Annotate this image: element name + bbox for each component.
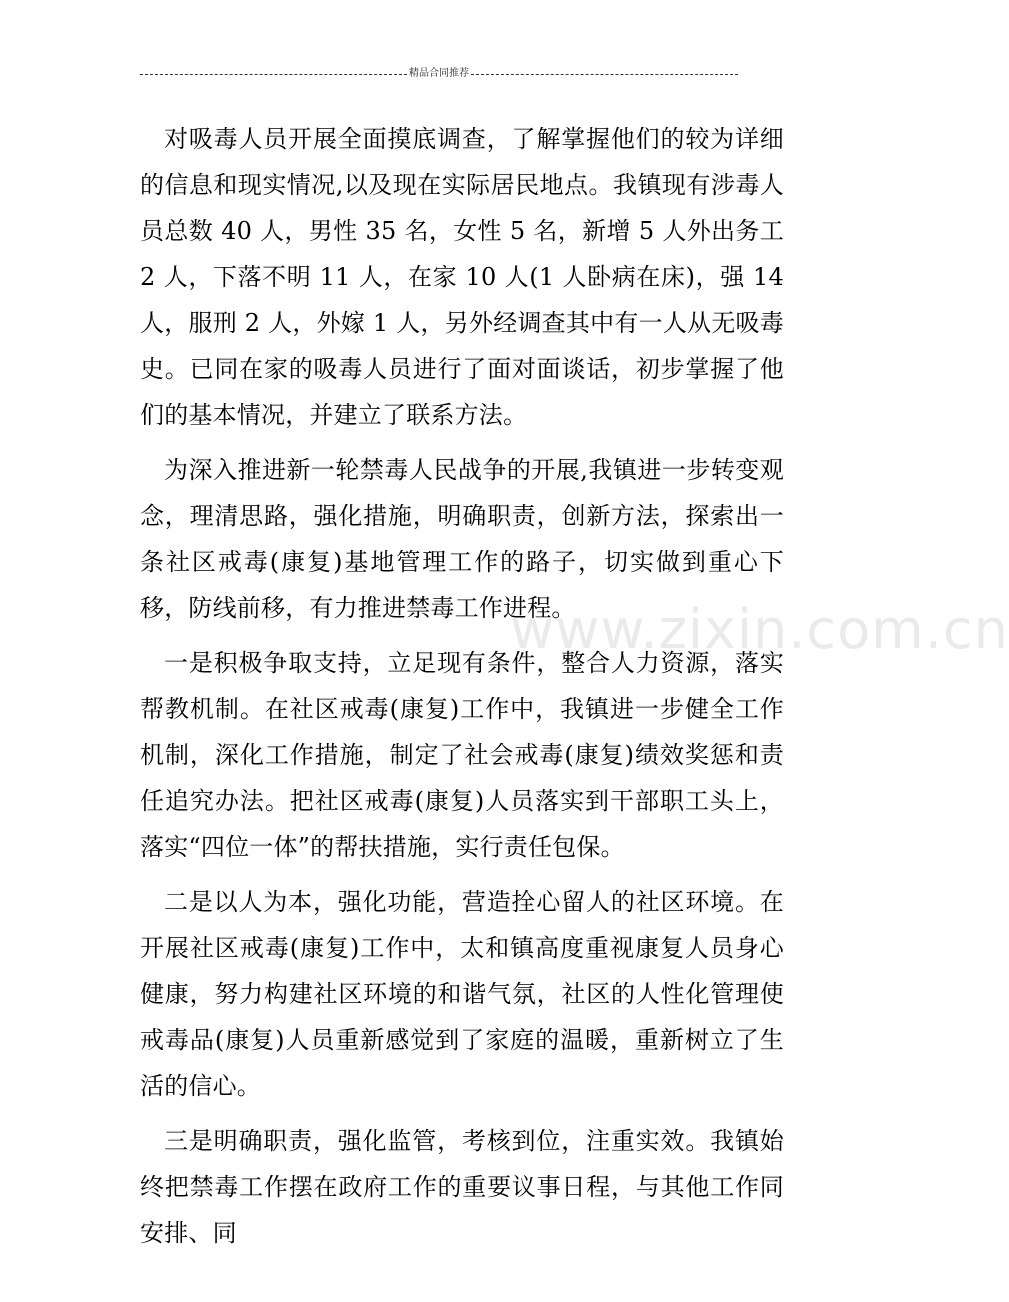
header-dash-right bbox=[471, 74, 738, 75]
header-dash-left bbox=[140, 74, 407, 75]
paragraph-3: 一是积极争取支持，立足现有条件，整合人力资源，落实帮教机制。在社区戒毒(康复)工作中，我镇进一步健全工作机制，深化工作措施，制定了社会戒毒(康复)绩效奖惩和责任追究办法。把社区戒毒(康复)人员落实到干部职工头上，落实“四位一体”的帮扶措施，实行责任包保。 bbox=[140, 649, 784, 861]
header-title: 精品合同推荐 bbox=[409, 68, 469, 79]
document-body bbox=[140, 116, 784, 1256]
paragraph-5: 三是明确职责，强化监管，考核到位，注重实效。我镇始终把禁毒工作摆在政府工作的重要议事日程，与其他工作同安排、同 bbox=[140, 1127, 784, 1247]
paragraph-1: 对吸毒人员开展全面摸底调查，了解掌握他们的较为详细的信息和现实情况,以及现在实际居民地点。我镇现有涉毒人员总数 40 人，男性 35 名，女性 5 名，新增 5 人外出务工 2 人，下落不明 11 人，在家 10 人(1 人卧病在床)，强 14 人，服刑 2 人，外嫁 1 人，另外经调查其中有一人从无吸毒史。已同在家的吸毒人员进行了面对面谈话，初步掌握了他们的基本情况，并建立了联系方法。 bbox=[140, 125, 784, 429]
paragraph-4: 二是以人为本，强化功能，营造拴心留人的社区环境。在开展社区戒毒(康复)工作中，太和镇高度重视康复人员身心健康，努力构建社区环境的和谐气氛，社区的人性化管理使戒毒品(康复)人员重新感觉到了家庭的温暖，重新树立了生活的信心。 bbox=[140, 888, 784, 1100]
page-header bbox=[140, 66, 738, 82]
watermark: www.zixin.com.cn bbox=[510, 598, 1009, 661]
paragraph-2: 为深入推进新一轮禁毒人民战争的开展,我镇进一步转变观念，理清思路，强化措施，明确职责，创新方法，探索出一条社区戒毒(康复)基地管理工作的路子，切实做到重心下移，防线前移，有力推进禁毒工作进程。 bbox=[140, 456, 784, 622]
